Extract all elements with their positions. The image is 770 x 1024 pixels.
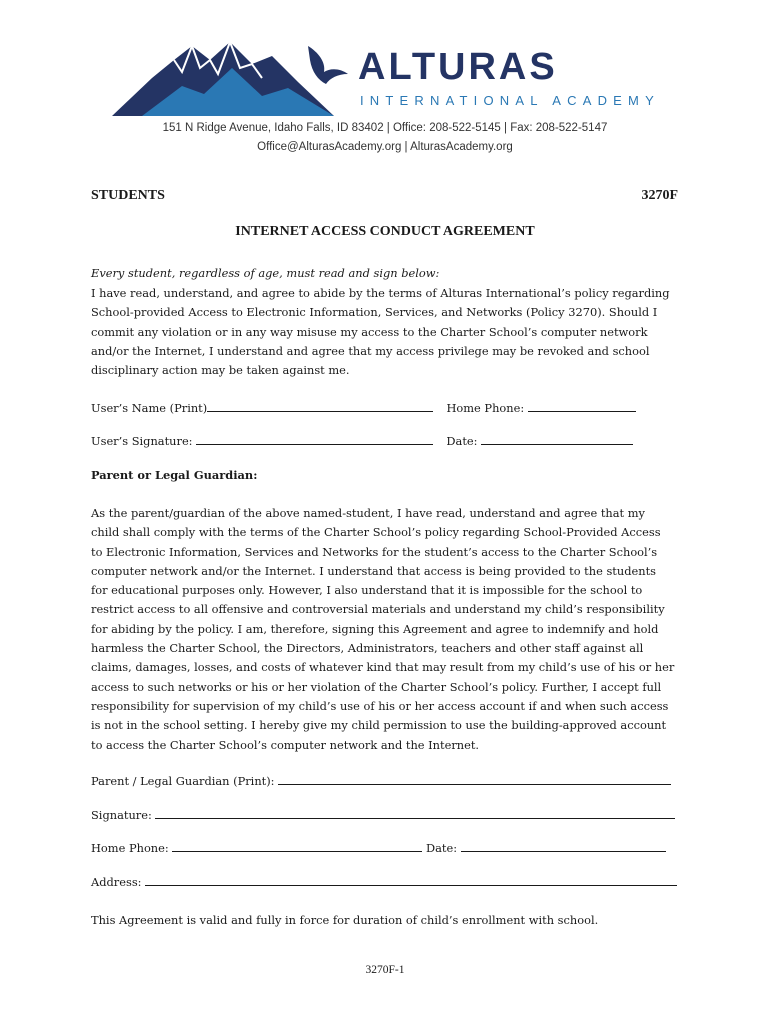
student-name-field[interactable] (207, 400, 433, 412)
guardian-address-label: Address: (91, 875, 142, 889)
guardian-address-row (91, 874, 677, 890)
paragraph-line: for abiding by the policy. I am, therefore, signing this Agreement and agree to indemnify and hold (91, 621, 659, 636)
validity-note: This Agreement is valid and fully in force for duration of child’s enrollment with school. (91, 913, 599, 927)
paragraph-line: harmless the Charter School, the Directors, Administrators, teachers and other staff against all (91, 641, 644, 656)
brand-name: ALTURAS (358, 46, 558, 88)
paragraph-line: to Electronic Information, Services and Networks for the student’s access to the Charter School’s (91, 544, 658, 559)
paragraph-line: I have read, understand, and agree to abide by the terms of Alturas International’s policy regarding (91, 286, 670, 300)
section-label: STUDENTS (91, 188, 165, 203)
student-intro: Every student, regardless of age, must read and sign below: (91, 266, 440, 280)
guardian-print-label: Parent / Legal Guardian (Print): (91, 774, 275, 788)
paragraph-line: claims, damages, losses, and costs of whatever kind that may result from my child’s use of his or her (91, 660, 675, 675)
brand-subtitle: INTERNATIONAL ACADEMY (360, 93, 660, 108)
student-agreement-paragraph (91, 284, 691, 380)
student-name-label: User’s Name (Print) (91, 401, 208, 415)
paragraph-line: computer network and/or the Internet. I understand that access is being provided to the students (91, 563, 656, 578)
guardian-agreement-paragraph (91, 504, 691, 755)
paragraph-line: disciplinary action may be taken against me. (91, 363, 350, 378)
guardian-home-phone-label: Home Phone: (91, 841, 169, 855)
student-name-row (91, 400, 636, 416)
paragraph-line: School-provided Access to Electronic Information, Services, and Networks (Policy 3270). Should I (91, 305, 658, 320)
guardian-phone-date-row (91, 840, 666, 856)
guardian-print-field[interactable] (278, 773, 671, 785)
paragraph-line: and/or the Internet, I understand and agree that my access privilege may be revoked and school (91, 343, 650, 358)
guardian-signature-row (91, 807, 675, 823)
document-title: INTERNET ACCESS CONDUCT AGREEMENT (235, 224, 535, 239)
student-date-label: Date: (446, 434, 478, 448)
student-signature-label: User’s Signature: (91, 434, 193, 448)
guardian-heading: Parent or Legal Guardian: (91, 468, 258, 482)
guardian-date-field[interactable] (461, 840, 666, 852)
page-footer-code: 3270F-1 (365, 964, 405, 976)
student-signature-field[interactable] (196, 433, 433, 445)
student-signature-row (91, 433, 633, 449)
contact-address-line: 151 N Ridge Avenue, Idaho Falls, ID 83402 | Office: 208-522-5145 | Fax: 208-522-5147 (162, 122, 608, 134)
guardian-print-row (91, 773, 671, 789)
guardian-signature-field[interactable] (155, 807, 675, 819)
student-home-phone-label: Home Phone: (446, 401, 525, 415)
guardian-address-field[interactable] (145, 874, 677, 886)
paragraph-line: is not in the school setting. I hereby give my child permission to use the building-approved account (91, 718, 667, 733)
paragraph-line: child shall comply with the terms of the Charter School’s policy regarding School-Provided Access (91, 525, 661, 540)
guardian-date-label: Date: (425, 841, 458, 855)
paragraph-line: As the parent/guardian of the above named-student, I have read, understand and agree that my (91, 506, 645, 520)
paragraph-line: access to such networks or his or her violation of the Charter School’s policy. Further, I accept full (91, 679, 662, 694)
policy-code: 3270F (641, 188, 678, 203)
eagle-icon (308, 46, 348, 84)
paragraph-line: responsibility for supervision of my child’s use of his or her access account if and when such access (91, 698, 669, 713)
guardian-signature-label: Signature: (91, 808, 152, 822)
guardian-home-phone-field[interactable] (172, 840, 422, 852)
contact-web-line: Office@AlturasAcademy.org | AlturasAcademy.org (257, 141, 513, 153)
paragraph-line: commit any violation or in any way misuse my access to the Charter School’s computer network (91, 324, 648, 339)
paragraph-line: for educational purposes only. However, I also understand that it is impossible for the school to (91, 583, 643, 598)
student-home-phone-field[interactable] (528, 400, 636, 412)
paragraph-line: to access the Charter School’s computer network and the Internet. (91, 737, 480, 752)
student-date-field[interactable] (481, 433, 633, 445)
paragraph-line: restrict access to all offensive and controversial materials and understand my child’s responsibility (91, 602, 665, 617)
